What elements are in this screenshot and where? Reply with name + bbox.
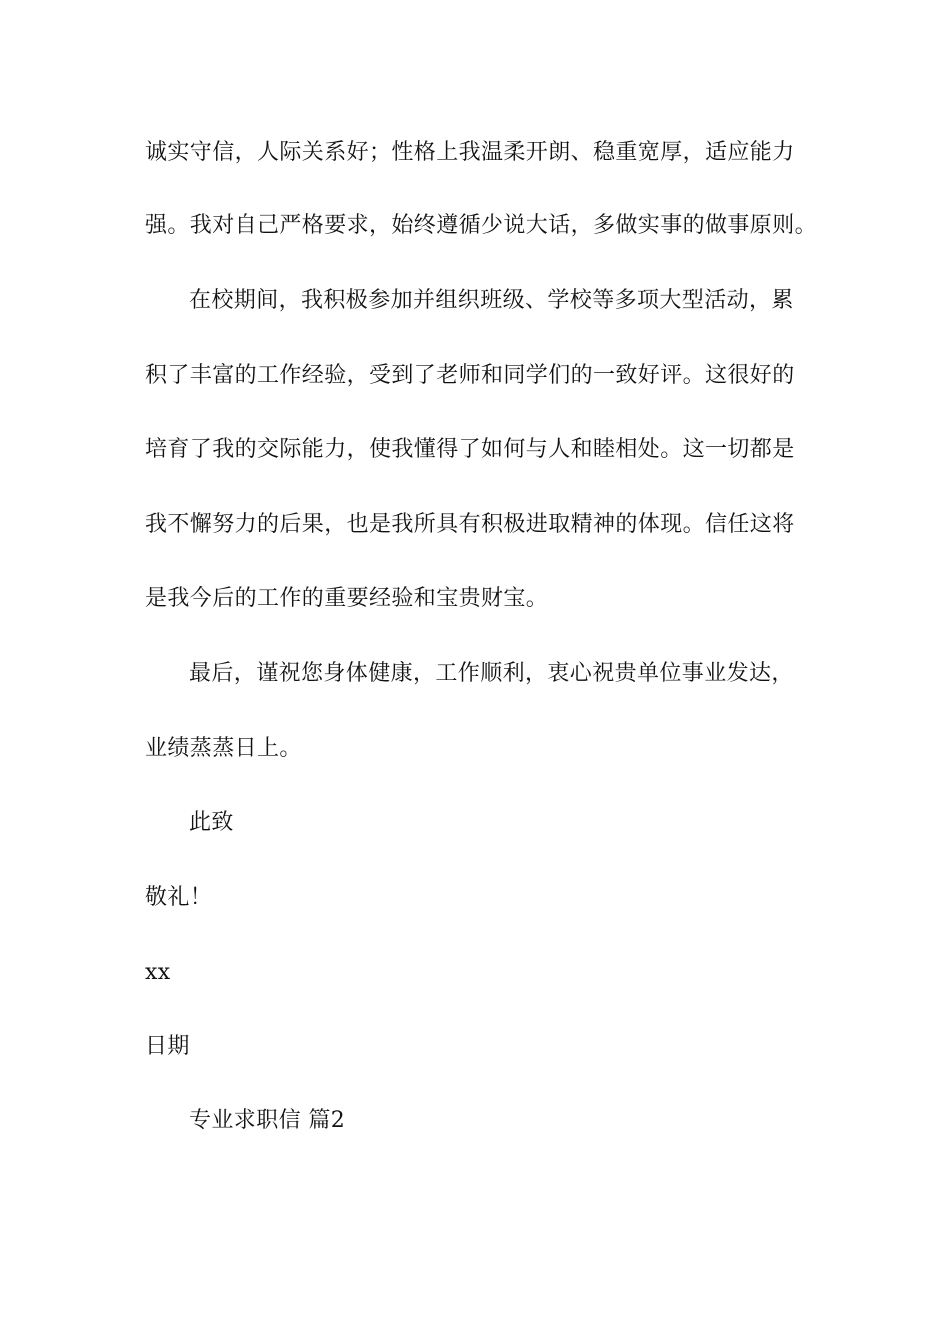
closing-regards: 敬礼！ <box>145 885 213 910</box>
paragraph-2-line-1: 在校期间，我积极参加并组织班级、学校等多项大型活动，累 <box>189 288 794 313</box>
date: 日期 <box>145 1034 190 1059</box>
paragraph-2-line-5: 是我今后的工作的重要经验和宝贵财宝。 <box>145 586 549 611</box>
signature: xx <box>145 960 171 985</box>
paragraph-1-line-2: 强。我对自己严格要求，始终遵循少说大话，多做实事的做事原则。 <box>145 213 818 238</box>
section-title: 专业求职信 篇2 <box>189 1108 346 1133</box>
paragraph-3-line-1: 最后，谨祝您身体健康，工作顺利，衷心祝贵单位事业发达， <box>189 661 794 686</box>
paragraph-3-line-2: 业绩蒸蒸日上。 <box>145 736 302 761</box>
paragraph-1-line-1: 诚实守信，人际关系好；性格上我温柔开朗、稳重宽厚，适应能力 <box>145 140 795 165</box>
paragraph-2-line-3: 培育了我的交际能力，使我懂得了如何与人和睦相处。这一切都是 <box>145 437 795 462</box>
paragraph-2-line-4: 我不懈努力的后果，也是我所具有积极进取精神的体现。信任这将 <box>145 512 795 537</box>
paragraph-2-line-2: 积了丰富的工作经验，受到了老师和同学们的一致好评。这很好的 <box>145 363 795 388</box>
closing-salutation: 此致 <box>189 810 234 835</box>
